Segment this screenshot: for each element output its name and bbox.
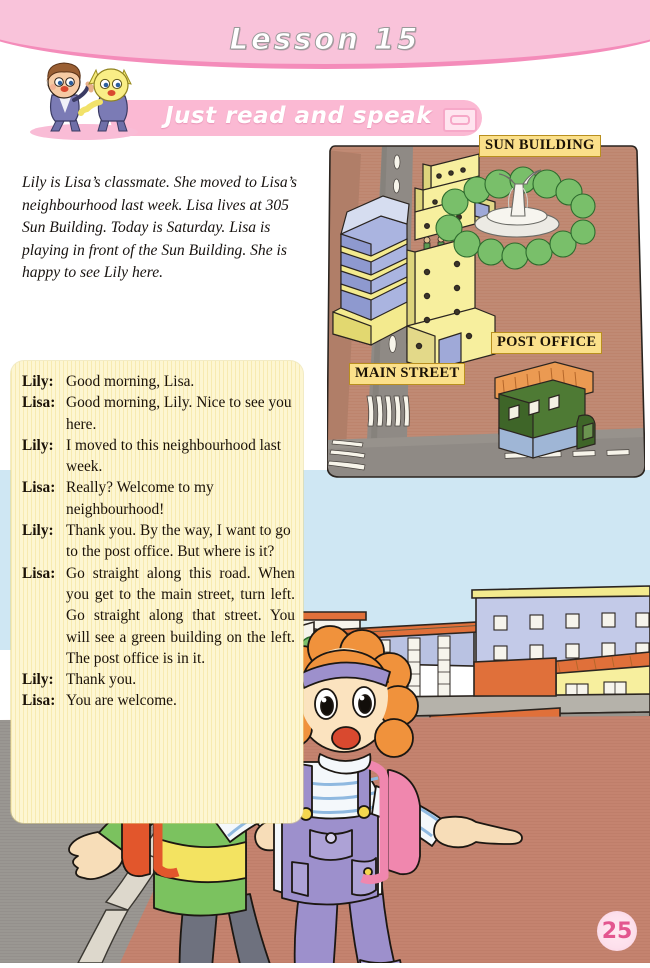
dialogue-speaker: Lily: (22, 522, 54, 540)
dialogue-speaker: Lisa: (22, 479, 56, 497)
dialogue-speaker: Lisa: (22, 394, 56, 412)
dialogue-speaker: Lily: (22, 373, 54, 390)
dialogue-text: Thank you. By the way, I want to go to the post office. But where is it? (66, 522, 291, 561)
page-title: Lesson 15 (229, 22, 421, 56)
dialogue-line (19, 392, 295, 435)
dialogue-line (19, 563, 295, 669)
dialogue-speaker: Lisa: (22, 692, 56, 710)
section-banner-label: Just read and speak (165, 103, 432, 129)
dialogue-text: Really? Welcome to my neighbourhood! (66, 479, 214, 518)
dialogue-speaker: Lisa: (22, 564, 56, 582)
map-label-sun-building: SUN BUILDING (479, 135, 601, 157)
map-label-post-office: POST OFFICE (491, 332, 602, 354)
dialogue-line (19, 520, 295, 563)
map-label-main-street: MAIN STREET (349, 363, 465, 385)
dialogue-speaker: Lily: (22, 436, 54, 454)
dialogue-line (19, 690, 295, 711)
dialogue-speaker: Lily: (22, 671, 54, 689)
intro-paragraph: Lily is Lisa’s classmate. She moved to Lisa’s neighbourhood last week. Lisa lives at 305 Sun Building. Today is Saturday. Lisa is playing in front of the Sun Building. She is happy to see Lily here. (22, 174, 297, 282)
dialogue-text: You are welcome. (66, 692, 177, 710)
neighbourhood-map-illustration (327, 140, 645, 481)
dialogue-line (19, 371, 295, 392)
dialogue-line (19, 477, 295, 520)
dialogue-text: Good morning, Lily. Nice to see you here. (66, 394, 292, 433)
mascot-characters-illustration (22, 62, 144, 140)
dialogue-text: Go straight along this road. When you get to the main street, turn left. Go straight along that street. You will see a green building on the left. The post office is in it. (66, 564, 295, 667)
dialogue-text: Good morning, Lisa. (66, 373, 195, 390)
dialogue-box (11, 361, 303, 823)
dialogue-text: I moved to this neighbourhood last week. (66, 436, 282, 476)
dialogue-text: Thank you. (66, 671, 137, 689)
dialogue-line (19, 669, 295, 690)
dialogue-line (19, 435, 295, 478)
page-number: 25 (597, 911, 637, 951)
cassette-tape-icon (443, 108, 477, 132)
